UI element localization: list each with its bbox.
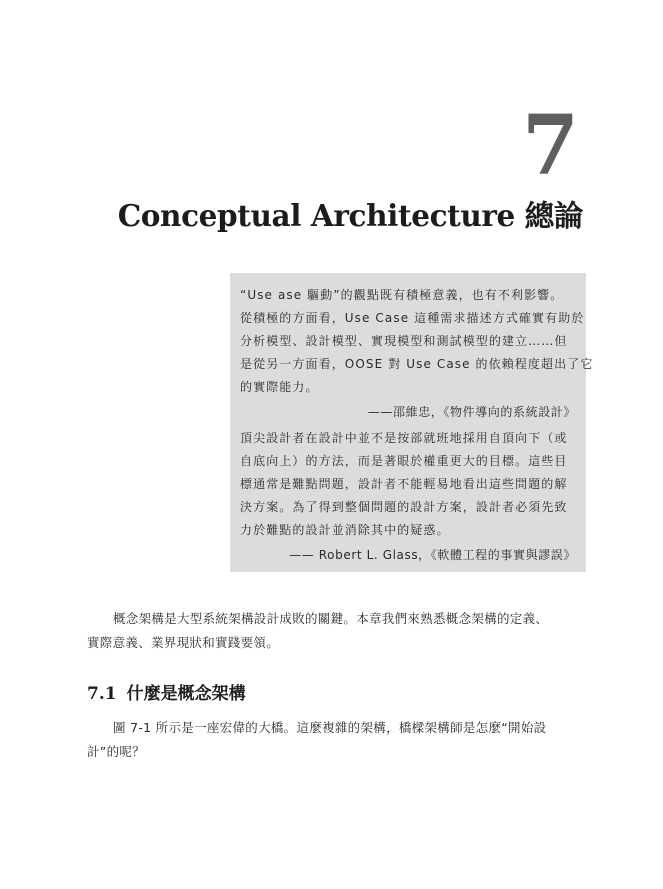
epigraph-attribution-2: —— Robert L. Glass，《軟體工程的事實與謬誤》 [289, 548, 576, 562]
quote-line: 自底向上）的方法，而是著眼於權重更大的目標。這些目 [240, 454, 568, 468]
quote-line: “Use ase 驅動”的觀點既有積極意義，也有不利影響。 [240, 288, 564, 302]
quote-line: 是從另一方面看，OOSE 對 Use Case 的依賴程度超出了它 [240, 357, 594, 371]
paragraph-line: 實際意義、業界現狀和實踐要領。 [87, 635, 280, 650]
section-paragraph [87, 716, 583, 764]
epigraph-quote-1 [240, 284, 594, 399]
quote-line: 標通常是難點問題，設計者不能輕易地看出這些問題的解 [240, 477, 568, 491]
quote-line: 從積極的方面看，Use Case 這種需求描述方式確實有助於 [240, 311, 585, 325]
quote-line: 頂尖設計者在設計中並不是按部就班地採用自頂向下（或 [240, 431, 568, 445]
quote-line: 決方案。為了得到整個問題的設計方案，設計者必須先致 [240, 500, 568, 514]
chapter-number: 7 [521, 98, 579, 194]
section-heading [87, 679, 246, 704]
quote-line: 力於難點的設計並消除其中的疑惑。 [240, 523, 450, 537]
chapter-title: Conceptual Architecture 總論 [117, 198, 583, 233]
quote-line: 分析模型、設計模型、實現模型和測試模型的建立……但 [240, 334, 568, 348]
epigraph-quote-2 [240, 427, 576, 542]
paragraph-line: 概念架構是大型系統架構設計成敗的關鍵。本章我們來熟悉概念架構的定義、 [113, 611, 549, 626]
paragraph-line: 計”的呢？ [87, 744, 145, 759]
epigraph-box [230, 273, 594, 572]
quote-line: 的實際能力。 [240, 380, 319, 394]
section-title: 什麼是概念架構 [126, 684, 246, 704]
section-number: 7.1 [87, 684, 117, 704]
paragraph-line: 圖 7-1 所示是一座宏偉的大橋。這麼複雜的架構，橋樑架構師是怎麼“開始設 [113, 720, 547, 735]
intro-paragraph [87, 607, 583, 655]
epigraph-attribution-1: ——邵維忠，《物件導向的系統設計》 [367, 405, 576, 419]
